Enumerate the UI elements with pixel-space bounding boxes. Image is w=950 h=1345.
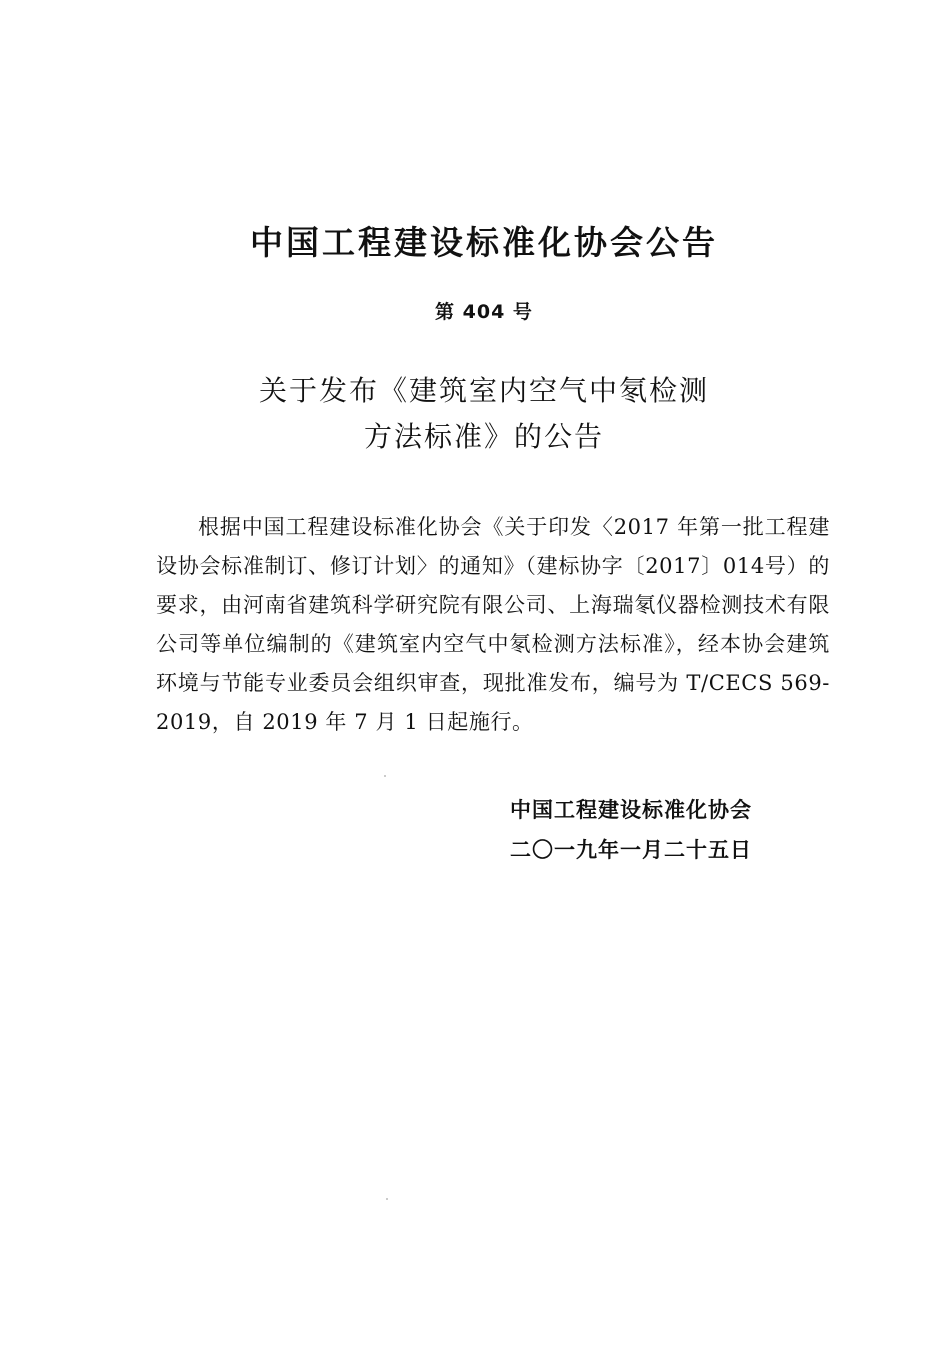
notice-number: 第 404 号: [435, 301, 533, 323]
notice-title-line-1: 关于发布《建筑室内空气中氡检测: [258, 374, 709, 407]
scan-speck: [384, 775, 386, 777]
signature-date: 二〇一九年一月二十五日: [510, 838, 752, 862]
scan-speck: [386, 1198, 388, 1200]
organization-title: 中国工程建设标准化协会公告: [250, 223, 718, 262]
notice-body-paragraph: 根据中国工程建设标准化协会《关于印发〈2017 年第一批工程建设协会标准制订、修订计划〉的通知》（建标协字〔2017〕014号）的要求，由河南省建筑科学研究院有限公司、上海瑞氡仪器检测技术有限公司等单位编制的《建筑室内空气中氡检测方法标准》，经本协会建筑环境与节能专业委员会组织审查，现批准发布，编号为 T/CECS 569-2019，自 2019 年 7 月 1 日起施行。: [156, 515, 830, 734]
signature-block: [510, 790, 810, 870]
notice-title: [0, 368, 950, 460]
signature-organization: 中国工程建设标准化协会: [510, 798, 752, 822]
notice-title-line-2: 方法标准》的公告: [363, 420, 604, 453]
